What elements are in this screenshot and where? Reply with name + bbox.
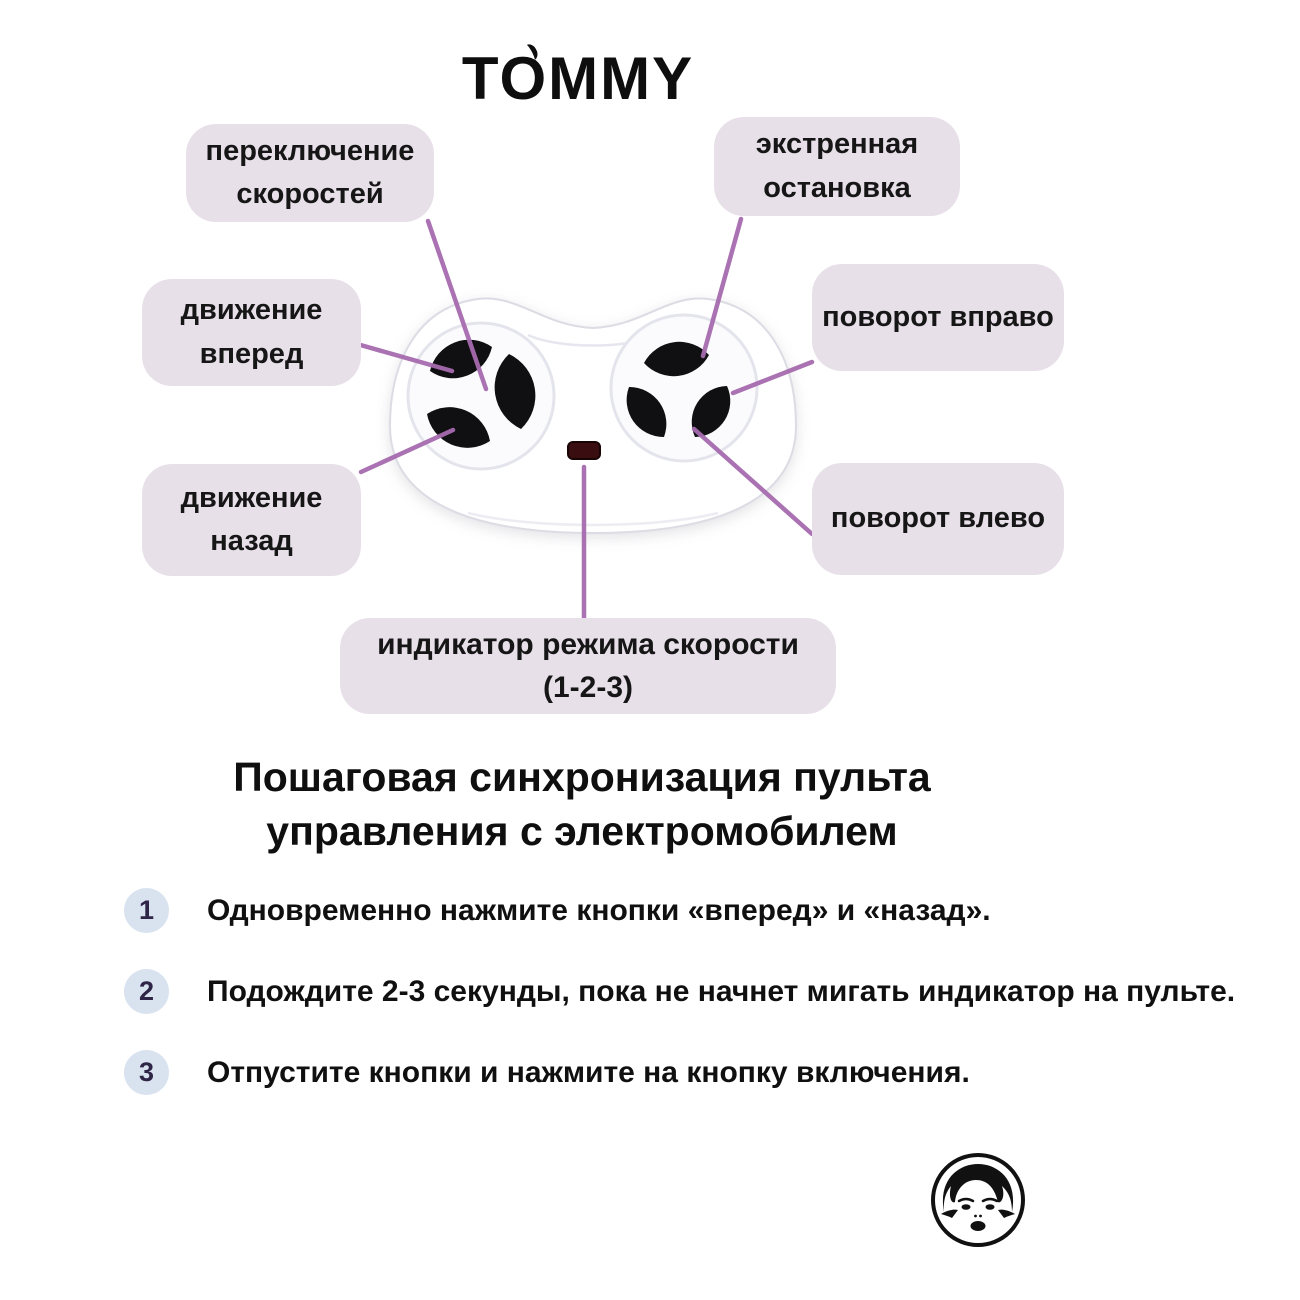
callout-turn-right-label: поворот вправо bbox=[822, 300, 1054, 333]
step-2-text: Подождите 2-3 секунды, пока не начнет мигать индикатор на пульте. bbox=[207, 974, 1236, 1008]
callout-turn-right bbox=[812, 264, 1064, 371]
brand-wordmark: TOMMY bbox=[461, 45, 695, 112]
logo-eye-right bbox=[986, 1204, 995, 1210]
callout-forward bbox=[142, 279, 361, 386]
sync-title-line2: управления с электромобилем bbox=[266, 808, 898, 855]
callout-indicator-label-line2: (1-2-3) bbox=[542, 671, 633, 704]
callout-speed-switch bbox=[186, 124, 434, 222]
logo-eye-left bbox=[962, 1204, 971, 1210]
sync-steps-list bbox=[124, 888, 1244, 1131]
sync-section-title bbox=[0, 750, 1164, 858]
callout-turn-left-label: поворот влево bbox=[830, 502, 1046, 535]
callout-emergency-stop bbox=[714, 117, 960, 216]
callout-indicator bbox=[340, 618, 836, 714]
callout-backward-label: движение назад bbox=[180, 481, 323, 557]
speed-mode-indicator bbox=[568, 442, 600, 459]
callout-backward bbox=[142, 464, 361, 576]
callout-emergency-stop-label: экстренная остановка bbox=[755, 128, 919, 204]
logo-nostril-left bbox=[974, 1215, 977, 1218]
callout-turn-left bbox=[812, 463, 1064, 575]
step-3-text: Отпустите кнопки и нажмите на кнопку включения. bbox=[207, 1055, 970, 1089]
remote-control-illustration bbox=[378, 281, 808, 549]
sync-step-3 bbox=[124, 1050, 1244, 1095]
step-2-badge: 2 bbox=[124, 969, 169, 1014]
step-1-badge: 1 bbox=[124, 888, 169, 933]
logo-mouth bbox=[971, 1221, 986, 1231]
step-1-text: Одновременно нажмите кнопки «вперед» и «назад». bbox=[207, 893, 991, 927]
child-face-logo-icon bbox=[928, 1152, 1028, 1252]
sync-step-1 bbox=[124, 888, 1244, 933]
callout-speed-switch-label: переключение скоростей bbox=[205, 134, 415, 210]
callout-forward-label: движение вперед bbox=[180, 294, 323, 370]
sync-title-line1: Пошаговая синхронизация пульта bbox=[233, 754, 931, 800]
step-3-badge: 3 bbox=[124, 1050, 169, 1095]
logo-nostril-right bbox=[979, 1215, 982, 1218]
sync-step-2 bbox=[124, 969, 1244, 1014]
callout-indicator-label-line1: индикатор режима скорости bbox=[377, 627, 799, 661]
